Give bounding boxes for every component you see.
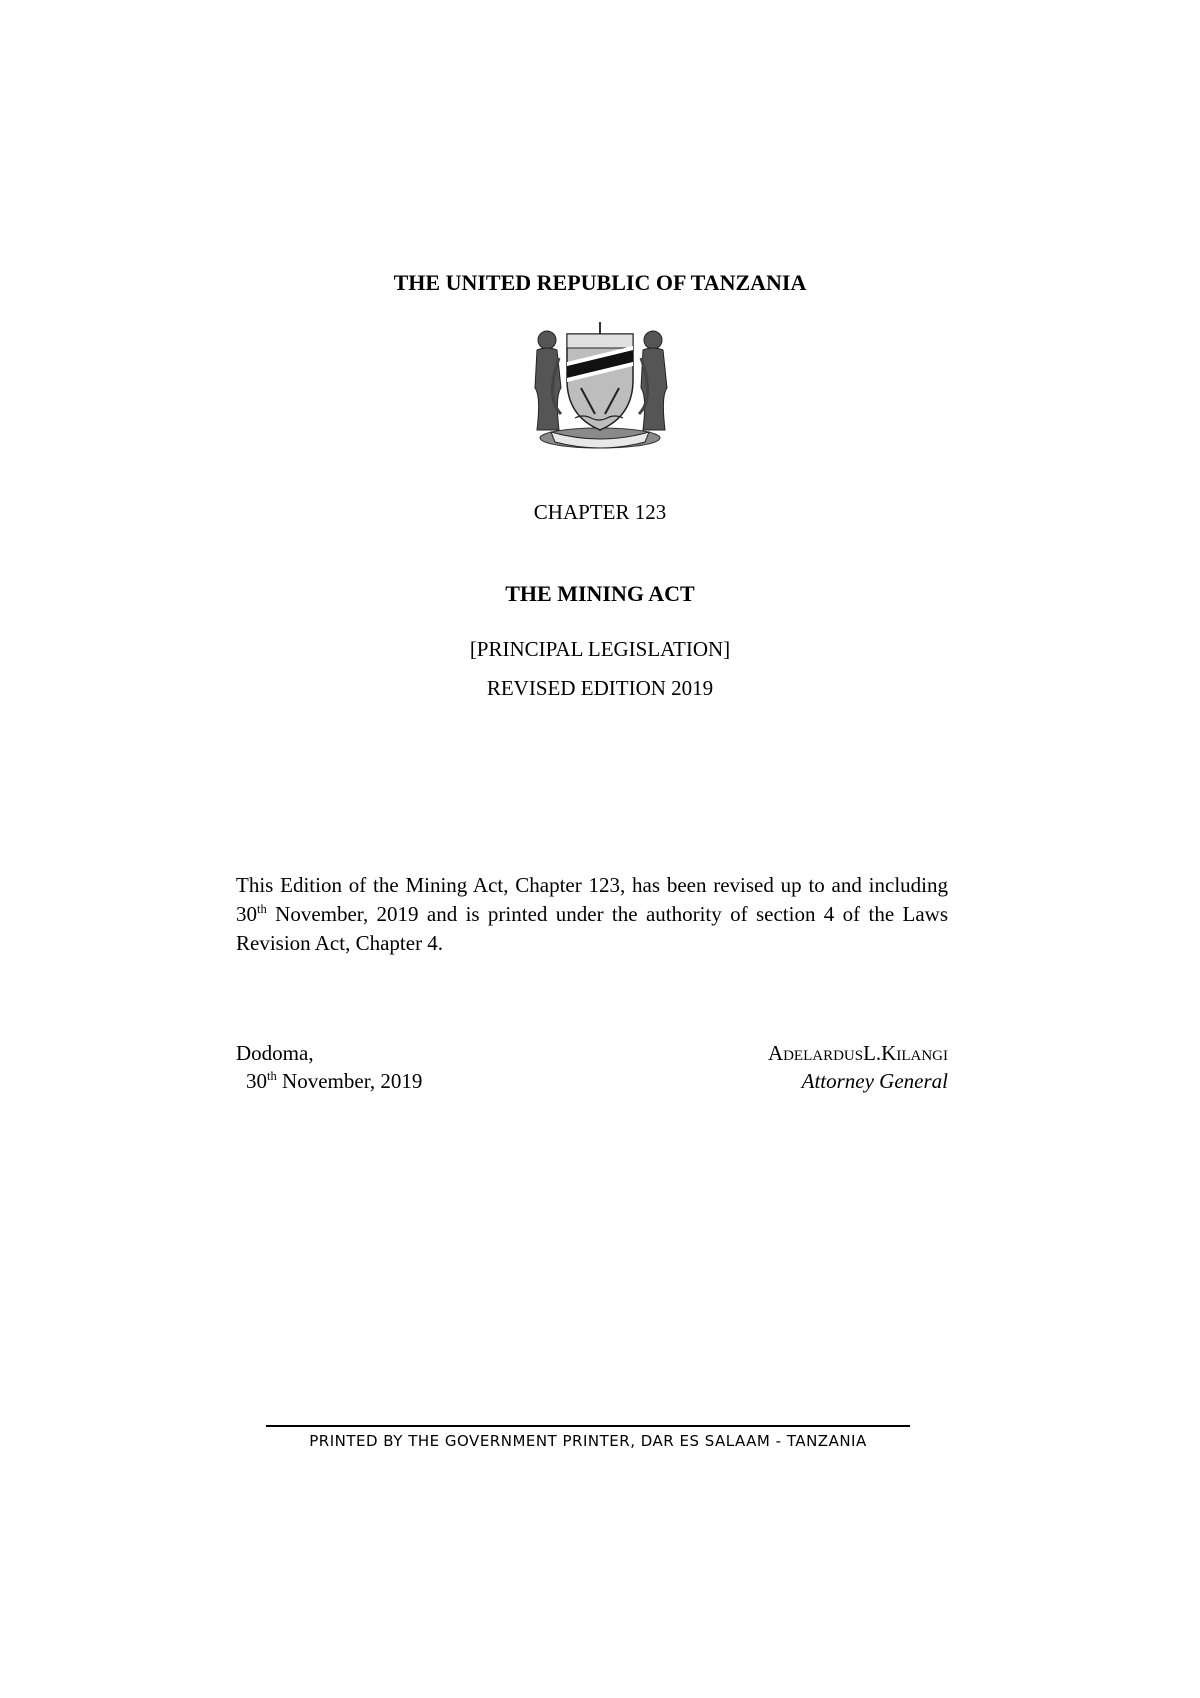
printer-credit: PRINTED BY THE GOVERNMENT PRINTER, DAR ES SALAAM - TANZANIA: [309, 1432, 867, 1450]
date-ordinal: th: [267, 1069, 277, 1083]
signer-title: Attorney General: [801, 1069, 948, 1093]
coat-of-arms-icon: [515, 318, 685, 458]
revision-statement: [236, 871, 948, 958]
country-heading: THE UNITED REPUBLIC OF TANZANIA: [393, 270, 807, 295]
coat-of-arms-emblem: [515, 318, 685, 458]
statement-text-part1: This Edition of the Mining Act, Chapter 123, has been revised up to and including 30: [236, 873, 948, 926]
footer-divider: [266, 1425, 910, 1427]
legislation-type: [PRINCIPAL LEGISLATION]: [469, 637, 731, 661]
chapter-number: CHAPTER 123: [533, 500, 667, 524]
edition-label: REVISED EDITION 2019: [486, 676, 714, 700]
date-rest: November, 2019: [276, 1069, 423, 1093]
signing-place: Dodoma,: [236, 1041, 314, 1065]
statement-ordinal: th: [257, 902, 267, 916]
signer-name: AdelardusL.Kilangi: [767, 1041, 948, 1065]
date-day: 30: [246, 1069, 267, 1093]
act-title: THE MINING ACT: [505, 581, 695, 606]
signing-date: [246, 1069, 422, 1094]
statement-text-part2: November, 2019 and is printed under the authority of section 4 of the Laws Revision Act, Chapter 4.: [236, 902, 948, 955]
